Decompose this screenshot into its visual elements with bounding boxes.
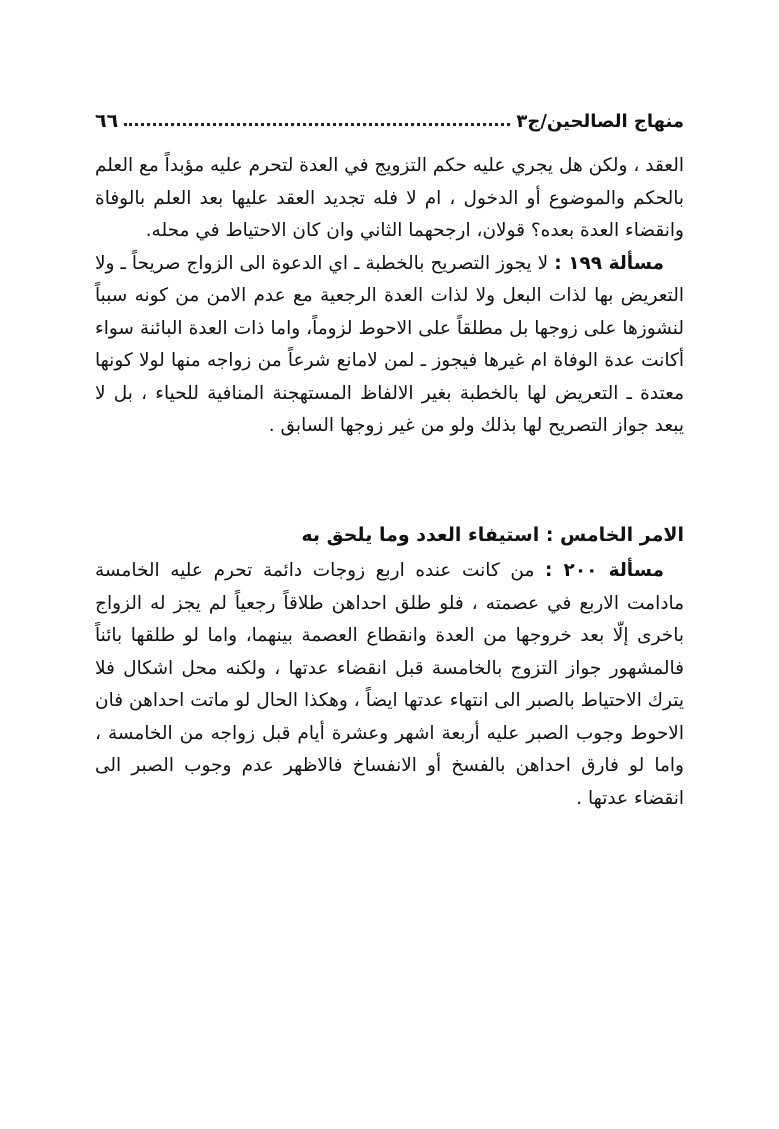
leader-dots: [124, 123, 510, 126]
issue-199-heading: مسألة ١٩٩ :: [554, 252, 664, 274]
page-number: ٦٦: [95, 110, 119, 132]
issue-200: [95, 555, 684, 815]
running-title: منهاج الصالحين/ج٣: [516, 110, 684, 132]
page-header: [95, 104, 684, 138]
issue-199: [95, 248, 684, 443]
section-gap: [95, 443, 684, 519]
page-body: [95, 150, 684, 815]
paragraph-continuation: العقد ، ولكن هل يجري عليه حكم التزويج في العدة لتحرم عليه مؤبداً مع العلم بالحكم والموضوع أو الدخول ، ام لا فله تجديد العقد عليها بعد العلم بالوفاة وانقضاء العدة بعده؟ قولان، ارجحهما الثاني وان كان الاحتياط في محله.: [95, 155, 684, 241]
issue-199-text: لا يجوز التصريح بالخطبة ـ اي الدعوة الى الزواج صريحاً ـ ولا التعريض بها لذات البعل ولا لذات العدة الرجعية مع عدم الامن من كونه سبباً لنشوزها على زوجها بل مطلقاً على الاحوط لزوماً، واما ذات العدة البائنة سواء أكانت عدة الوفاة ام غيرها فيجوز ـ لمن لامانع شرعاً من زواجه منها لولا كونها معتدة ـ التعريض لها بالخطبة بغير الالفاظ المستهجنة المنافية للحياء ، بل لا يبعد جواز التصريح لها بذلك ولو من غير زوجها السابق .: [95, 252, 684, 436]
section-title: الامر الخامس : استيفاء العدد وما يلحق به: [301, 523, 684, 546]
issue-200-heading: مسألة ٢٠٠ :: [544, 560, 664, 581]
issue-200-text: من كانت عنده اربع زوجات دائمة تحرم عليه الخامسة مادامت الاربع في عصمته ، فلو طلق احداهن طلاقاً رجعياً لم يجز له الزواج باخرى إلّا بعد خروجها من العدة وانقطاع العصمة بينهما، واما لو طلقها بائناً فالمشهور جواز التزوج بالخامسة قبل انقضاء عدتها ، ولكنه محل اشكال فلا يترك الاحتياط بالصبر الى انتهاء عدتها ايضاً ، وهكذا الحال لو ماتت احداهن فان الاحوط وجوب الصبر عليه أربعة اشهر وعشرة أيام قبل زواجه من الخامسة ، واما لو فارق احداهن بالفسخ أو الانفساخ فالاظهر عدم وجوب الصبر الى انقضاء عدتها .: [95, 560, 684, 809]
